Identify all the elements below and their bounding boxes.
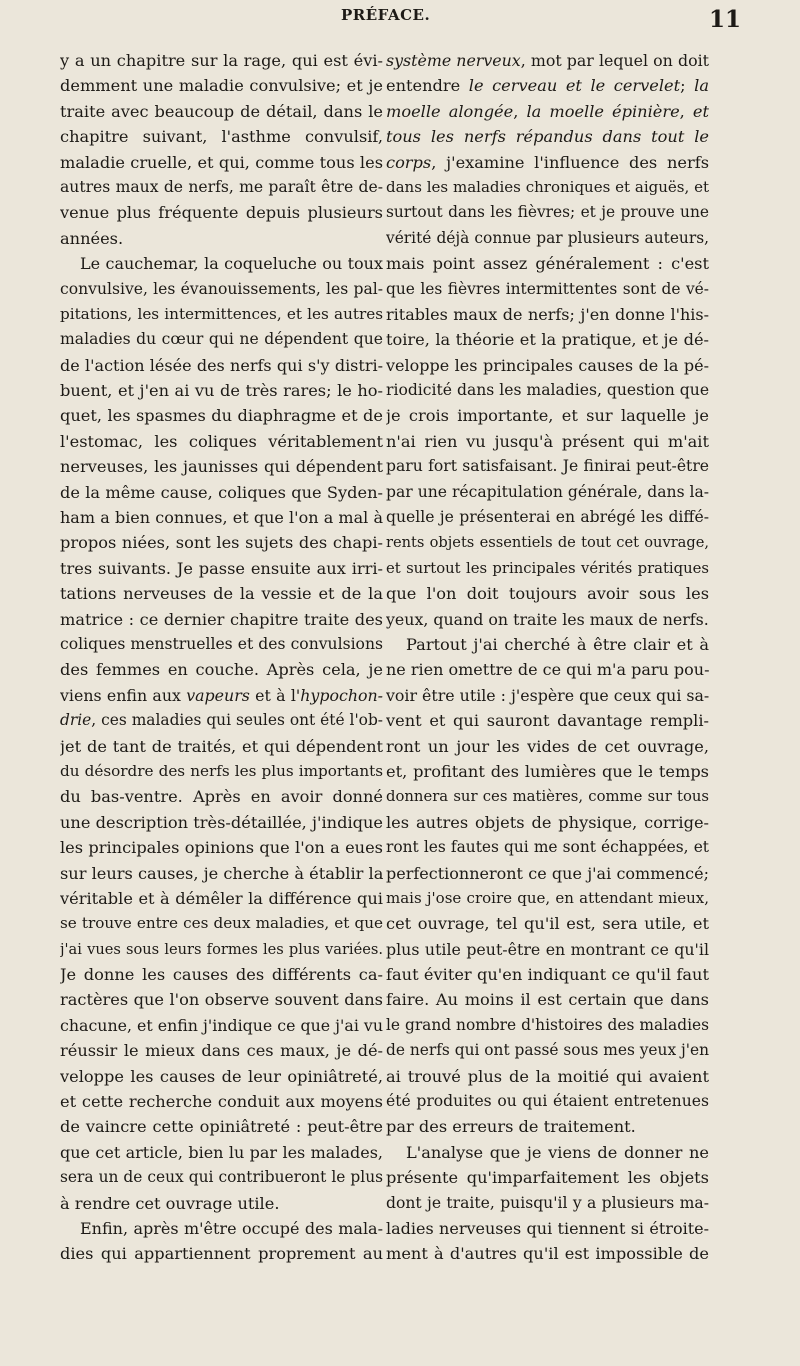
text-line: ladies nerveuses qui tiennent si étroite- xyxy=(386,1218,709,1238)
text-line: mais j'ose croire que, en attendant mieux, xyxy=(386,888,709,907)
text-line: du désordre des nerfs les plus importants xyxy=(60,761,383,780)
italic-term: système nerveux xyxy=(386,51,521,70)
text-line: vent et qui sauront davantage rempli- xyxy=(386,711,709,731)
text-line: Partout j'ai cherché à être clair et à xyxy=(406,634,709,654)
italic-term: vapeurs xyxy=(186,685,250,705)
running-head xyxy=(0,6,800,36)
text-line: les autres objets de physique, corrige- xyxy=(386,812,709,832)
text-line: paru fort satisfaisant. Je finirai peut-être xyxy=(386,457,709,476)
text-fragment: viens enfin aux xyxy=(60,685,187,705)
text-line: que l'on doit toujours avoir sous les xyxy=(386,584,709,604)
text-line: pitations, les intermittences, et les autres xyxy=(60,304,383,323)
text-line: véritable et à démêler la différence qui xyxy=(60,888,383,908)
left-column xyxy=(60,48,383,1267)
text-line: autres maux de nerfs, me paraît être de- xyxy=(60,177,383,196)
text-line: faire. Au moins il est certain que dans xyxy=(386,990,709,1010)
text-line: chapitre suivant, l'asthme convulsif, xyxy=(60,127,383,147)
text-line: par une récapitulation générale, dans la- xyxy=(386,482,709,501)
text-line: toire, la théorie et la pratique, et je dé- xyxy=(386,330,709,350)
text-line: venue plus fréquente depuis plusieurs xyxy=(60,203,383,223)
page-number: 11 xyxy=(709,6,742,33)
text-line: demment une maladie convulsive; et je xyxy=(60,76,383,96)
text-line: années. xyxy=(60,228,124,248)
text-line: convulsive, les évanouissements, les pal- xyxy=(60,279,383,298)
text-line: et surtout les principales vérités pratiques xyxy=(386,559,709,577)
text-line xyxy=(386,48,709,73)
italic-term: la moelle épinière xyxy=(526,101,680,121)
text-line: cet ouvrage, tel qu'il est, sera utile, et xyxy=(386,914,709,934)
text-line: des femmes en couche. Après cela, je xyxy=(60,660,383,680)
text-line: mais point assez généralement : c'est xyxy=(386,254,709,274)
text-line xyxy=(386,150,709,175)
text-line: dies qui appartiennent proprement au xyxy=(60,1244,383,1264)
text-line: propos niées, sont les sujets des chapi- xyxy=(60,533,383,553)
text-line: n'ai rien vu jusqu'à présent qui m'ait xyxy=(386,431,709,451)
text-fragment: entendre xyxy=(386,76,469,96)
text-line: se trouve entre ces deux maladies, et que xyxy=(60,914,383,933)
text-line: ham a bien connues, et que l'on a mal à xyxy=(60,508,383,528)
text-line: dont je traite, puisqu'il y a plusieurs ma- xyxy=(386,1193,709,1212)
text-line: l'estomac, les coliques véritablement xyxy=(60,431,383,451)
text-line: traite avec beaucoup de détail, dans le xyxy=(60,101,383,121)
text-line: nerveuses, les jaunisses qui dépendent xyxy=(60,457,383,477)
italic-term: le cerveau et le cervelet xyxy=(468,76,681,96)
text-line: matrice : ce dernier chapitre traite des xyxy=(60,609,383,629)
text-line: de nerfs qui ont passé sous mes yeux j'en xyxy=(386,1041,709,1060)
text-line xyxy=(386,124,709,149)
text-line: quelle je présenterai en abrégé les diffé- xyxy=(386,508,709,527)
text-fragment: ; xyxy=(680,76,695,96)
text-line: riodicité dans les maladies, question que xyxy=(386,381,709,400)
text-line: de l'action lésée des nerfs qui s'y distri- xyxy=(60,355,383,375)
text-line: buent, et j'en ai vu de très rares; le ho- xyxy=(60,381,383,401)
text-line: été produites ou qui étaient entretenues xyxy=(386,1092,709,1111)
text-line xyxy=(60,683,383,708)
text-line: tres suivants. Je passe ensuite aux irri- xyxy=(60,558,383,578)
text-line: coliques menstruelles et des convulsions xyxy=(60,634,383,653)
text-line: quet, les spasmes du diaphragme et de xyxy=(60,406,383,426)
text-fragment: , mot par lequel on doit xyxy=(520,51,709,70)
text-fragment: , xyxy=(513,101,527,121)
text-line: maladie cruelle, et qui, comme tous les xyxy=(60,152,383,172)
paragraph xyxy=(60,48,383,251)
italic-term: corps xyxy=(386,152,432,172)
text-line: surtout dans les fièvres; et je prouve une xyxy=(386,203,709,222)
italic-term: et xyxy=(692,101,709,121)
text-line: réussir le mieux dans ces maux, je dé- xyxy=(60,1041,383,1061)
text-line: ne rien omettre de ce qui m'a paru pou- xyxy=(386,660,709,680)
text-line: de la même cause, coliques que Syden- xyxy=(60,482,383,502)
paragraph xyxy=(386,632,709,1140)
text-line: ractères que l'on observe souvent dans xyxy=(60,990,383,1010)
running-title: PRÉFACE. xyxy=(341,6,431,24)
text-line: à rendre cet ouvrage utile. xyxy=(60,1193,280,1213)
text-line xyxy=(386,99,709,124)
text-line: j'ai vues sous leurs formes les plus variées. xyxy=(60,940,383,958)
text-line: tations nerveuses de la vessie et de la xyxy=(60,584,383,604)
paragraph xyxy=(60,251,383,1216)
text-line: ritables maux de nerfs; j'en donne l'his- xyxy=(386,304,709,324)
text-line: ai trouvé plus de la moitié qui avaient xyxy=(386,1066,709,1086)
text-line: faut éviter qu'en indiquant ce qu'il faut xyxy=(386,965,709,985)
paragraph xyxy=(60,1216,383,1267)
text-line: que cet article, bien lu par les malades, xyxy=(60,1142,383,1162)
text-line: ront les fautes qui me sont échappées, et xyxy=(386,838,709,857)
text-line: ment à d'autres qu'il est impossible de xyxy=(386,1244,709,1264)
text-line: et cette recherche conduit aux moyens xyxy=(60,1092,383,1112)
text-line: veloppe les causes de leur opiniâtreté, xyxy=(60,1066,383,1086)
text-line: ront un jour les vides de cet ouvrage, xyxy=(386,736,709,756)
text-line: les principales opinions que l'on a eues xyxy=(60,838,383,858)
text-line: L'analyse que je viens de donner ne xyxy=(406,1142,709,1162)
text-fragment: , j'examine l'influence des nerfs xyxy=(431,152,709,172)
text-fragment: , ces maladies qui seules ont été l'ob- xyxy=(91,711,383,730)
text-line: et, profitant des lumières que le temps xyxy=(386,761,709,781)
text-line: de vaincre cette opiniâtreté : peut-être xyxy=(60,1117,383,1137)
text-line: par des erreurs de traitement. xyxy=(386,1117,636,1137)
paragraph xyxy=(386,48,709,632)
text-line: voir être utile : j'espère que ceux qui sa- xyxy=(386,685,709,705)
text-line: jet de tant de traités, et qui dépendent xyxy=(60,736,383,756)
text-line: Enfin, après m'être occupé des mala- xyxy=(80,1218,383,1238)
text-fragment: , xyxy=(679,101,693,121)
text-line: une description très-détaillée, j'indique xyxy=(60,812,383,832)
italic-term: la xyxy=(694,76,709,96)
italic-term: tous les nerfs répandus dans tout le xyxy=(386,127,709,147)
right-column xyxy=(386,48,709,1267)
text-line: vérité déjà connue par plusieurs auteurs, xyxy=(386,228,709,247)
text-line: présente qu'imparfaitement les objets xyxy=(386,1168,709,1188)
text-line: plus utile peut-être en montrant ce qu'il xyxy=(386,939,709,959)
text-line: perfectionneront ce que j'ai commencé; xyxy=(386,863,709,883)
text-line: rents objets essentiels de tout cet ouvrage, xyxy=(386,534,709,552)
text-line: sera un de ceux qui contribueront le plus xyxy=(60,1168,383,1187)
text-line: yeux, quand on traite les maux de nerfs. xyxy=(386,609,709,629)
text-line: y a un chapitre sur la rage, qui est évi- xyxy=(60,51,383,70)
italic-term: drie xyxy=(60,711,92,730)
text-line: chacune, et enfin j'indique ce que j'ai vu xyxy=(60,1015,383,1035)
text-line: je crois importante, et sur laquelle je xyxy=(386,406,709,426)
text-line: sur leurs causes, je cherche à établir la xyxy=(60,863,383,883)
text-line: Je donne les causes des différents ca- xyxy=(60,965,383,985)
text-line xyxy=(386,73,709,98)
text-line: dans les maladies chroniques et aiguës, et xyxy=(386,177,709,196)
text-fragment: et à l' xyxy=(249,685,301,705)
italic-term: hypochon- xyxy=(300,685,383,705)
text-line: le grand nombre d'histoires des maladies xyxy=(386,1015,709,1034)
text-line xyxy=(60,708,383,733)
text-line: maladies du cœur qui ne dépendent que xyxy=(60,330,383,349)
text-line: du bas-ventre. Après en avoir donné xyxy=(60,787,383,807)
text-line: Le cauchemar, la coqueluche ou toux xyxy=(80,254,383,274)
text-line: veloppe les principales causes de la pé- xyxy=(386,355,709,375)
paragraph xyxy=(386,1140,709,1267)
text-line: donnera sur ces matières, comme sur tous xyxy=(386,788,709,806)
italic-term: moelle alongée xyxy=(386,101,514,121)
text-line: que les fièvres intermittentes sont de vé- xyxy=(386,279,709,298)
